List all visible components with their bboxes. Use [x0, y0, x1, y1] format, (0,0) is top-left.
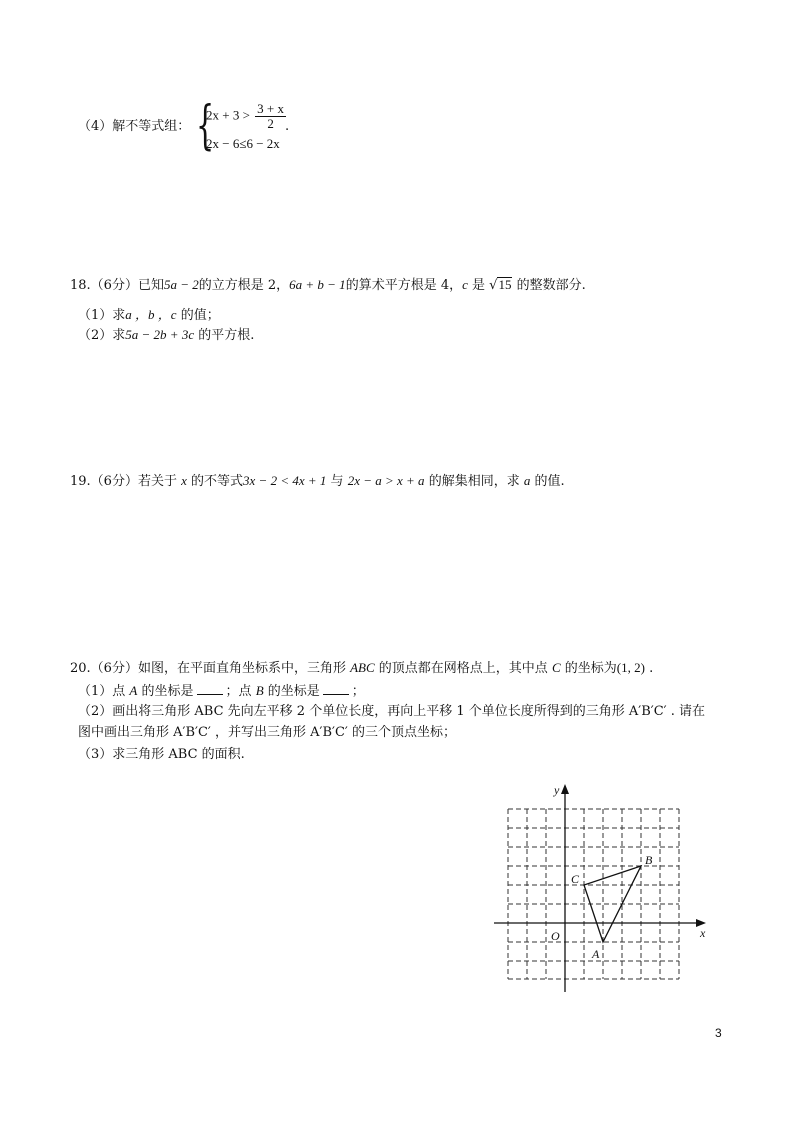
q19-mid3: 的解集相同，求: [428, 474, 520, 489]
q18-sqrt-arg: 15: [498, 277, 512, 292]
q18-part1: [78, 306, 220, 325]
coordinate-grid-figure: [488, 782, 720, 996]
q18-part2: [78, 326, 254, 345]
q18-title: 18.（6分）已知5a − 2的立方根是 2，6a + b − 1的算术平方根是 4，c 是 √15 的整数部分.: [70, 277, 586, 293]
q18-p2-expr: 5a − 2b + 3c: [125, 327, 195, 342]
q19-var-x: x: [181, 473, 187, 488]
q20-part2-line1: （2）画出将三角形 ABC 先向左平移 2 个单位长度，再向上平移 1 个单位长度所得到的三角形 A′B′C′ . 请在: [78, 704, 706, 719]
q20-mid2: 的坐标为: [564, 661, 617, 676]
fraction: [255, 102, 286, 131]
q18-prefix: 18.（6分）已知: [70, 278, 164, 293]
q19-mid1: 的不等式: [191, 474, 244, 489]
system-line-2: 2x − 6≤6 − 2x: [206, 136, 280, 151]
label-origin: O: [551, 929, 560, 943]
q18-p2-prefix: （2）求: [78, 328, 126, 343]
q20-prefix: 20.（6分）如图，在平面直角坐标系中，三角形: [70, 661, 346, 676]
q18-mid3: 是: [472, 278, 486, 293]
q20-p1-c: ；点: [225, 684, 252, 699]
q20-p1-B: B: [255, 683, 264, 698]
fraction-numerator: 3 + x: [257, 101, 285, 116]
q20-part2-line2: 图中画出三角形 A′B′C′ ，并写出三角形 A′B′C′ 的三个顶点坐标；: [78, 725, 457, 740]
q18-mid2: 的算术平方根是 4，: [345, 278, 463, 293]
q20-coord: (1, 2): [616, 660, 645, 675]
axes: [494, 790, 700, 992]
q20-c: C: [551, 660, 561, 675]
q20-p1-a: （1）点: [78, 684, 126, 699]
q20-mid1: 的顶点都在网格点上，其中点: [378, 661, 548, 676]
q19-prefix: 19.（6分）若关于: [70, 474, 177, 489]
page-number: 3: [715, 1026, 722, 1040]
q18-p1-end: 的值；: [180, 308, 220, 323]
answer-blank-b[interactable]: [323, 682, 349, 695]
q20-p1-e: ；: [351, 684, 365, 699]
q17-4-end: .: [285, 119, 290, 134]
label-c: C: [571, 872, 580, 886]
q18-p1-prefix: （1）求: [78, 308, 126, 323]
line1-left: 2x + 3 >: [206, 107, 250, 123]
q20-title: [70, 659, 653, 678]
label-x: x: [700, 926, 706, 940]
label-y: y: [554, 783, 560, 797]
label-a: A: [592, 947, 600, 961]
inequality-system: [196, 96, 296, 156]
q20-p1-b: 的坐标是: [141, 684, 194, 699]
q20-p1-A: A: [129, 683, 138, 698]
q19-var-a: a: [523, 473, 531, 488]
answer-blank-a[interactable]: [197, 682, 223, 695]
q19-ineq1: 3x − 2 < 4x + 1: [243, 473, 327, 488]
q17-4-label: （4）解不等式组：: [78, 119, 191, 134]
q19-title: [70, 472, 565, 491]
q18-var-c: c: [462, 277, 468, 292]
q20-part3: （3）求三角形 ABC 的面积.: [78, 747, 245, 762]
q19-end: 的值.: [534, 474, 565, 489]
q20-p1-d: 的坐标是: [267, 684, 320, 699]
y-axis-arrow: [561, 784, 569, 794]
q18-p2-end: 的平方根.: [198, 328, 255, 343]
q20-end: .: [649, 661, 654, 676]
q18-p1-vars: a ，b ，c: [125, 307, 177, 322]
fraction-denominator: 2: [267, 116, 274, 131]
q19-mid2: 与: [330, 474, 344, 489]
q18-expr1: 5a − 2: [163, 277, 199, 292]
brace: {: [196, 96, 215, 156]
label-b: B: [645, 853, 653, 867]
q20-abc: ABC: [350, 660, 375, 675]
q18-mid1: 的立方根是 2，: [198, 278, 290, 293]
q18-end: 的整数部分.: [516, 278, 586, 293]
q20-part1: [78, 682, 365, 701]
q19-ineq2: 2x − a > x + a: [347, 473, 425, 488]
system-line-1: [206, 102, 286, 131]
q18-expr2: 6a + b − 1: [289, 277, 346, 292]
